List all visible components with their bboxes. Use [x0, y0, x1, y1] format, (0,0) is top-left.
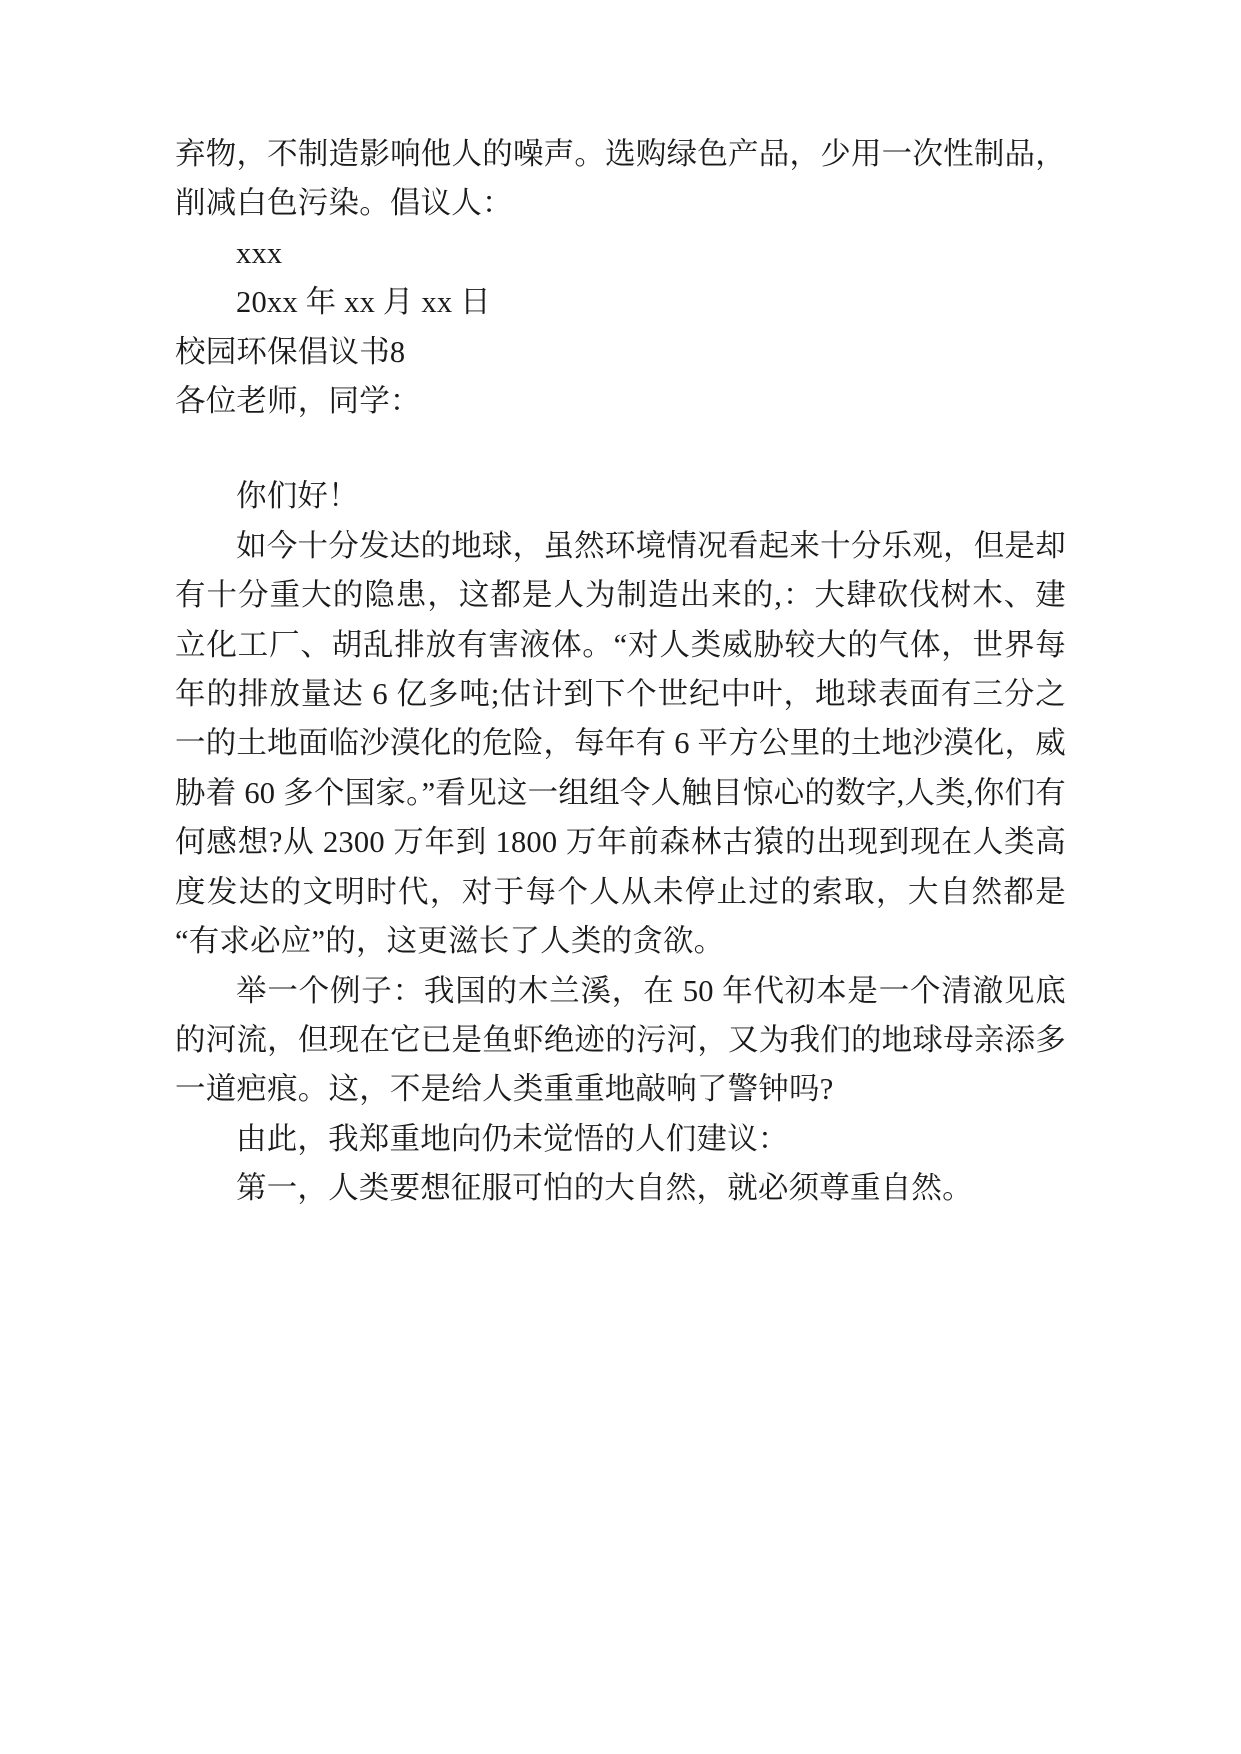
section-heading: 校园环保倡议书8 — [175, 334, 406, 369]
body-paragraph-1: 如今十分发达的地球，虽然环境情况看起来十分乐观，但是却有十分重大的隐患，这都是人为制造出来的,：大肆砍伐树木、建立化工厂、胡乱排放有害液体。“对人类威胁较大的气体，世界每年的排放量达 6 亿多吨;估计到下个世纪中叶，地球表面有三分之一的土地面临沙漠化的危险，每年有 6 平方公里的土地沙漠化，威胁着 60 多个国家。”看见这一组组令人触目惊心的数字,人类,你们有何感想?从 2300 万年到 1800 万年前森林古猿的出现到现在人类高度发达的文明时代，对于每个人从未停止过的索取，大自然都是“有求必应”的，这更滋长了人类的贪欲。 — [175, 528, 1066, 959]
signature-date: 20xx 年 xx 月 xx 日 — [236, 285, 491, 320]
salutation: 各位老师，同学： — [175, 384, 421, 419]
document-body — [175, 130, 1066, 1214]
blank-line — [175, 426, 1066, 472]
greeting: 你们好！ — [236, 479, 359, 514]
body-paragraph-2: 举一个例子：我国的木兰溪，在 50 年代初本是一个清澈见底的河流，但现在它已是鱼虾绝迹的污河，又为我们的地球母亲添多一道疤痕。这，不是给人类重重地敲响了警钟吗? — [175, 973, 1066, 1107]
body-paragraph-4: 第一，人类要想征服可怕的大自然，就必须尊重自然。 — [236, 1171, 973, 1206]
body-paragraph-3: 由此，我郑重地向仍未觉悟的人们建议： — [236, 1121, 789, 1156]
paragraph-continuation: 弃物，不制造影响他人的噪声。选购绿色产品，少用一次性制品，削减白色污染。倡议人： — [175, 137, 1066, 221]
signature-name: xxx — [236, 235, 283, 270]
